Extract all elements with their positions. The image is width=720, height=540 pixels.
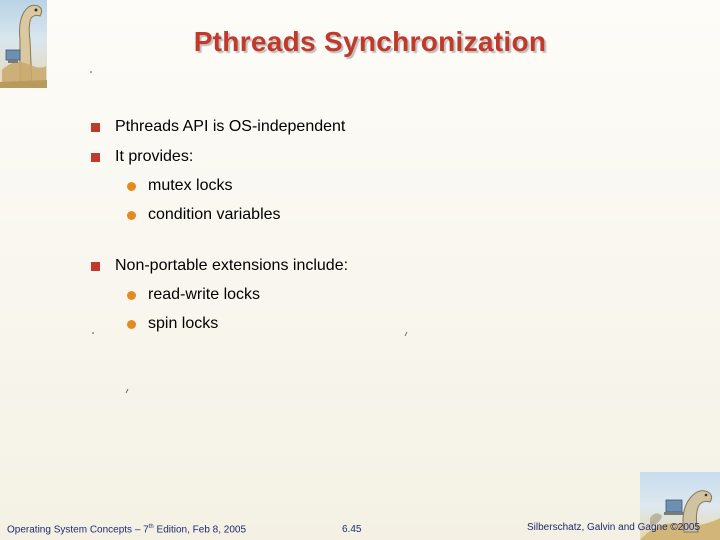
speck-mark xyxy=(90,71,92,73)
bullet-text: read-write locks xyxy=(148,286,261,303)
bullet-text: condition variables xyxy=(148,206,281,223)
bullet-text: Non-portable extensions include: xyxy=(115,257,349,274)
footer-course-info xyxy=(7,524,246,535)
speck-mark xyxy=(405,332,407,336)
slide-title: Pthreads Synchronization xyxy=(193,26,547,57)
footer-course-sup: th xyxy=(148,524,154,530)
speck-mark xyxy=(126,389,128,393)
bullet-text: mutex locks xyxy=(148,177,233,194)
bullet-text: Pthreads API is OS-independent xyxy=(115,118,346,135)
footer-copyright: Silberschatz, Galvin and Gagne ©2005 xyxy=(527,522,701,533)
bullet-text: spin locks xyxy=(148,315,219,332)
footer-course-suffix: Edition, Feb 8, 2005 xyxy=(153,524,247,536)
footer-course-prefix: Operating System Concepts – 7 xyxy=(7,524,149,536)
footer-page-number: 6.45 xyxy=(342,524,362,535)
bullet-text: It provides: xyxy=(115,148,194,165)
speck-mark xyxy=(92,332,94,334)
